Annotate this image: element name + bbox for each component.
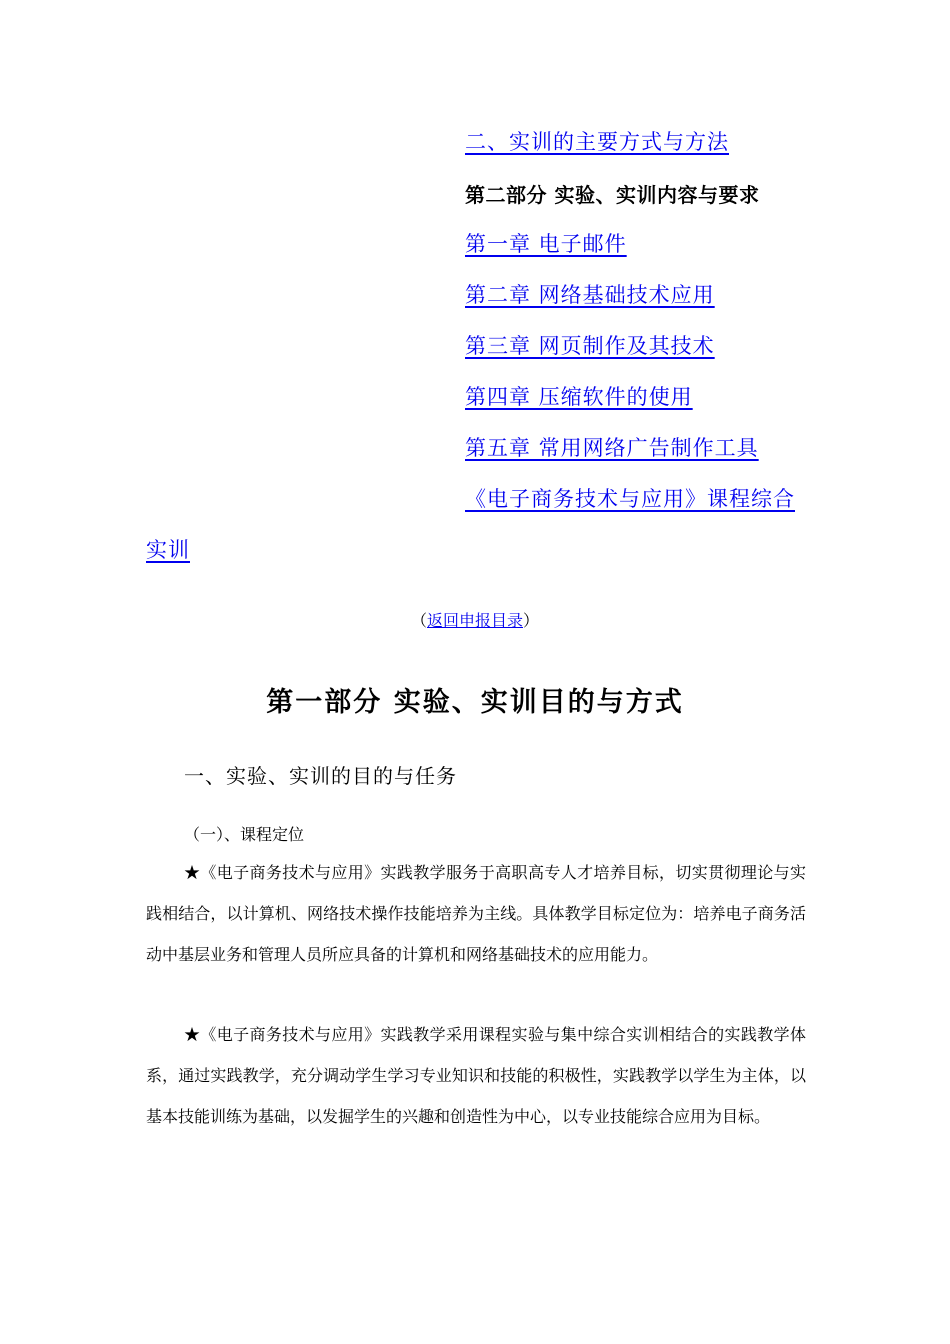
- toc-link-chapter2[interactable]: 第二章 网络基础技术应用: [465, 283, 715, 307]
- section1-title: 一、实验、实训的目的与任务: [184, 764, 457, 788]
- toc-link-comprehensive-training[interactable]: 《电子商务技术与应用》课程综合: [465, 487, 795, 511]
- subsection1-title: （一）、课程定位: [184, 825, 305, 844]
- toc-link-comprehensive-training-cont[interactable]: 实训: [146, 538, 190, 562]
- back-to-catalog-link[interactable]: 返回申报目录: [426, 611, 523, 630]
- toc-link-chapter5[interactable]: 第五章 常用网络广告制作工具: [465, 436, 759, 460]
- toc-link-training-methods[interactable]: 二、实训的主要方式与方法: [465, 130, 729, 154]
- back-to-catalog: [0, 608, 950, 631]
- toc-heading-part2: 第二部分 实验、实训内容与要求: [465, 183, 760, 207]
- part1-title: 第一部分 实验、实训目的与方式: [266, 687, 684, 718]
- toc-link-chapter1[interactable]: 第一章 电子邮件: [465, 232, 627, 256]
- paragraph-teaching-system: ★《电子商务技术与应用》实践教学采用课程实验与集中综合实训相结合的实践教学体系，通过实践教学，充分调动学生学习专业知识和技能的积极性，实践教学以学生为主体，以基本技能训练为基础，以发掘学生的兴趣和创造性为中心，以专业技能综合应用为目标。: [146, 1025, 806, 1126]
- back-close-paren: ）: [523, 611, 540, 630]
- toc-link-chapter4[interactable]: 第四章 压缩软件的使用: [465, 385, 693, 409]
- toc-link-chapter3[interactable]: 第三章 网页制作及其技术: [465, 334, 715, 358]
- paragraph-course-positioning: ★《电子商务技术与应用》实践教学服务于高职高专人才培养目标，切实贯彻理论与实践相结合，以计算机、网络技术操作技能培养为主线。具体教学目标定位为：培养电子商务活动中基层业务和管理人员所应具备的计算机和网络基础技术的应用能力。: [146, 863, 806, 964]
- back-open-paren: （: [410, 611, 427, 630]
